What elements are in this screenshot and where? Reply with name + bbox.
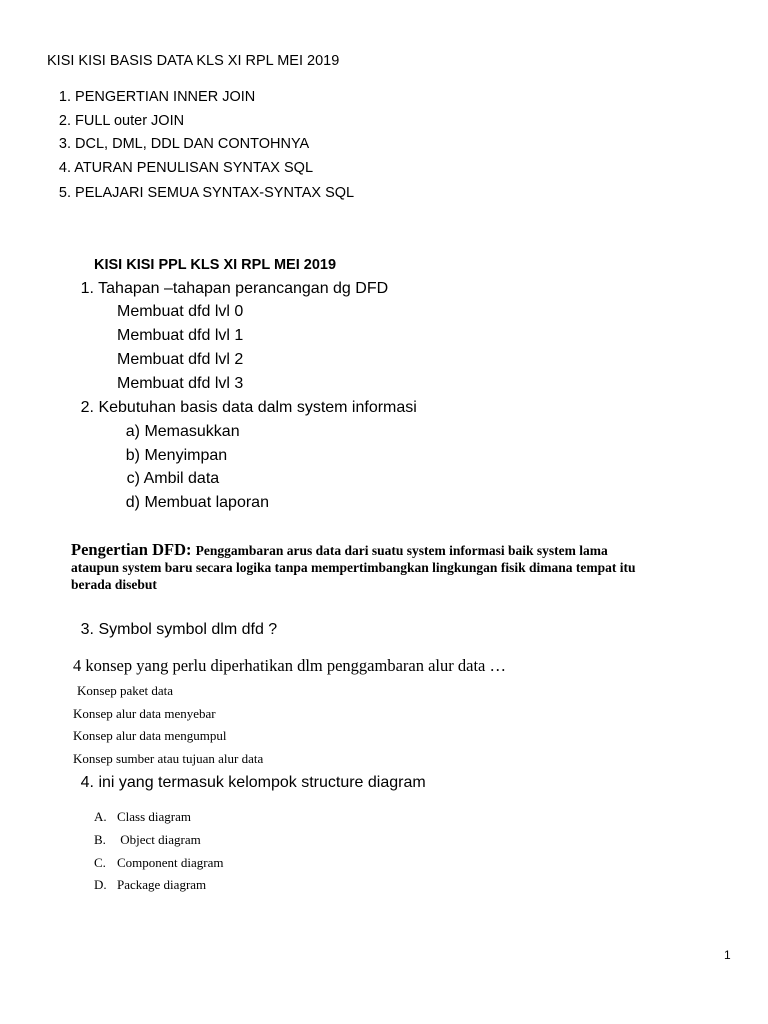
list-text: DCL, DML, DDL DAN CONTOHNYA — [75, 136, 310, 152]
dfd-definition-text: Penggambaran arus data dari suatu system informasi baik system lama — [195, 543, 608, 558]
sub-item — [116, 447, 227, 465]
list-number: 1. — [58, 89, 71, 105]
question-number: 1. — [80, 280, 94, 297]
question-text: Symbol symbol dlm dfd ? — [98, 621, 278, 638]
question-3 — [70, 621, 277, 639]
option-text: Object diagram — [117, 832, 201, 847]
sub-item: Membuat dfd lvl 2 — [117, 351, 244, 368]
option-text: Component diagram — [117, 855, 224, 870]
list-item — [47, 89, 255, 105]
option-letter: C. — [94, 855, 106, 870]
option-item — [94, 809, 191, 825]
list-number: 3. — [58, 136, 71, 152]
basis-data-title: KISI KISI BASIS DATA KLS XI RPL MEI 2019 — [47, 53, 340, 69]
question-number: 2. — [80, 399, 94, 416]
sub-letter: c) — [126, 470, 140, 487]
list-number: 5. — [58, 185, 71, 201]
option-item — [94, 832, 201, 848]
sub-letter: d) — [125, 494, 140, 511]
list-text: PENGERTIAN INNER JOIN — [75, 89, 256, 105]
question-text: Kebutuhan basis data dalm system informasi — [98, 399, 417, 416]
sub-item: Membuat dfd lvl 0 — [117, 303, 244, 320]
page-number: 1 — [724, 948, 731, 962]
dfd-definition-line-3: berada disebut — [71, 577, 157, 592]
konsep-title: 4 konsep yang perlu diperhatikan dlm penggambaran alur data … — [73, 656, 506, 675]
list-text: ATURAN PENULISAN SYNTAX SQL — [74, 160, 314, 176]
sub-text: Membuat laporan — [144, 494, 269, 511]
sub-text: Menyimpan — [144, 447, 228, 464]
konsep-item: Konsep paket data — [77, 683, 174, 698]
sub-item — [116, 470, 219, 488]
option-letter: A. — [94, 809, 107, 824]
question-text: Tahapan –tahapan perancangan dg DFD — [98, 280, 389, 297]
list-item — [47, 136, 309, 152]
question-text: ini yang termasuk kelompok structure diagram — [98, 774, 426, 791]
question-2 — [70, 399, 417, 417]
option-letter: D. — [94, 877, 107, 892]
option-item — [94, 877, 206, 893]
list-item — [47, 160, 313, 176]
konsep-item: Konsep alur data mengumpul — [73, 728, 227, 743]
sub-letter: a) — [125, 423, 140, 440]
question-number: 4. — [80, 774, 94, 791]
question-1 — [70, 280, 388, 298]
list-number: 2. — [58, 113, 71, 129]
sub-item: Membuat dfd lvl 1 — [117, 327, 244, 344]
dfd-definition-line-1 — [71, 540, 608, 560]
option-item — [94, 855, 224, 871]
list-text: PELAJARI SEMUA SYNTAX-SYNTAX SQL — [75, 185, 355, 201]
sub-item — [116, 423, 240, 441]
sub-text: Memasukkan — [144, 423, 240, 440]
sub-item — [116, 494, 269, 512]
option-text: Package diagram — [117, 877, 207, 892]
list-text: FULL outer JOIN — [75, 113, 185, 129]
question-number: 3. — [80, 621, 94, 638]
option-letter: B. — [94, 832, 106, 847]
ppl-title: KISI KISI PPL KLS XI RPL MEI 2019 — [94, 257, 337, 273]
konsep-item: Konsep sumber atau tujuan alur data — [73, 751, 264, 766]
dfd-definition-line-2: ataupun system baru secara logika tanpa mempertimbangkan lingkungan fisik dimana tempat itu — [71, 560, 636, 575]
list-number: 4. — [58, 160, 71, 176]
konsep-item: Konsep alur data menyebar — [73, 706, 216, 721]
sub-letter: b) — [125, 447, 140, 464]
dfd-label: Pengertian DFD: — [71, 540, 192, 559]
sub-item: Membuat dfd lvl 3 — [117, 375, 244, 392]
question-4 — [70, 774, 426, 792]
sub-text: Ambil data — [143, 470, 220, 487]
list-item — [47, 113, 184, 129]
list-item — [47, 185, 354, 201]
option-text: Class diagram — [117, 809, 192, 824]
